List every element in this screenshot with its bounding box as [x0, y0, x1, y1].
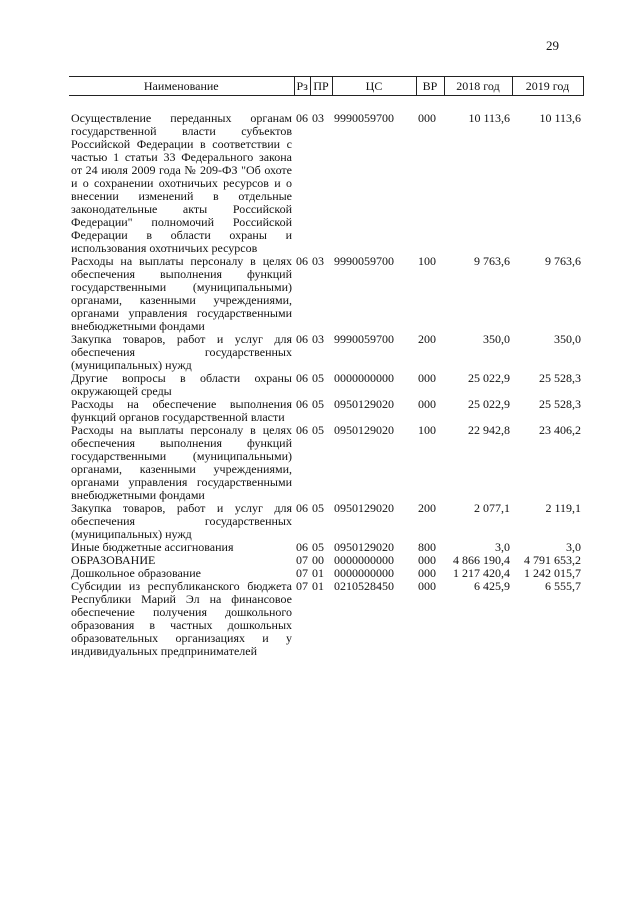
cell-pr: 05 [312, 501, 324, 515]
cell-2018: 6 425,9 [474, 579, 510, 593]
table-header-row [69, 77, 583, 96]
header-pr: ПР [310, 77, 332, 96]
cell-2019: 23 406,2 [539, 423, 581, 437]
cell-2018: 350,0 [483, 332, 510, 346]
table-row [69, 372, 583, 398]
header-2018: 2018 год [444, 77, 512, 96]
cell-2019: 10 113,6 [539, 111, 581, 125]
cell-rz: 06 [296, 423, 308, 437]
cell-vr: 200 [418, 332, 436, 346]
cell-rz: 06 [296, 540, 308, 554]
cell-rz: 06 [296, 397, 308, 411]
cell-pr: 03 [312, 332, 324, 346]
cell-2019: 9 763,6 [545, 254, 581, 268]
cell-vr: 000 [418, 397, 436, 411]
cell-2018: 10 113,6 [468, 111, 510, 125]
cell-cs: 0950129020 [334, 501, 394, 515]
cell-2018: 9 763,6 [474, 254, 510, 268]
cell-name: Закупка товаров, работ и услуг для обеспечения государственных (муниципальных) нужд [71, 332, 292, 372]
cell-rz: 06 [296, 332, 308, 346]
table-row [69, 424, 583, 502]
cell-2018: 1 217 420,4 [453, 566, 510, 580]
cell-rz: 06 [296, 501, 308, 515]
cell-name: ОБРАЗОВАНИЕ [71, 553, 156, 567]
cell-name: Иные бюджетные ассигнования [71, 540, 234, 554]
cell-cs: 0950129020 [334, 540, 394, 554]
cell-name: Осуществление переданных органам государственной власти субъектов Российской Федерации в соответствии с частью 1 статьи 33 Федерального закона от 24 июля 2009 года № 209-ФЗ "Об охоте и о сохранении охотничьих ресурсов и о внесении изменений в отдельные законодательные акты Российской Федерации" полномочий Российской Федерации в области охраны и использования охотничьих ресурсов [71, 111, 292, 255]
cell-vr: 000 [418, 111, 436, 125]
cell-rz: 06 [296, 111, 308, 125]
cell-cs: 9990059700 [334, 332, 394, 346]
cell-pr: 05 [312, 423, 324, 437]
cell-rz: 07 [296, 566, 308, 580]
cell-2018: 22 942,8 [468, 423, 510, 437]
cell-pr: 05 [312, 371, 324, 385]
table-row [69, 580, 583, 658]
cell-rz: 07 [296, 553, 308, 567]
cell-name: Расходы на выплаты персоналу в целях обеспечения выполнения функций государственными (муниципальными) органами, казенными учреждениями, органами управления государственными внебюджетными фондами [71, 423, 292, 502]
cell-name: Дошкольное образование [71, 566, 201, 580]
cell-name: Расходы на выплаты персоналу в целях обеспечения выполнения функций государственными (муниципальными) органами, казенными учреждениями, органами управления государственными внебюджетными фондами [71, 254, 292, 333]
header-rz: Рз [294, 77, 310, 96]
table-row [69, 255, 583, 333]
cell-vr: 800 [418, 540, 436, 554]
cell-vr: 100 [418, 423, 436, 437]
cell-pr: 03 [312, 111, 324, 125]
table-row [69, 398, 583, 424]
cell-2019: 25 528,3 [539, 371, 581, 385]
header-2019: 2019 год [512, 77, 583, 96]
cell-rz: 07 [296, 579, 308, 593]
cell-2019: 4 791 653,2 [524, 553, 581, 567]
cell-rz: 06 [296, 254, 308, 268]
cell-cs: 0950129020 [334, 423, 394, 437]
table-row [69, 96, 583, 256]
cell-2018: 25 022,9 [468, 397, 510, 411]
cell-pr: 00 [312, 553, 324, 567]
page-number: 29 [546, 38, 559, 53]
cell-vr: 000 [418, 566, 436, 580]
cell-2019: 2 119,1 [545, 501, 581, 515]
header-vr: ВР [416, 77, 444, 96]
cell-cs: 9990059700 [334, 254, 394, 268]
cell-pr: 05 [312, 540, 324, 554]
header-name: Наименование [69, 77, 294, 96]
cell-cs: 9990059700 [334, 111, 394, 125]
cell-name: Субсидии из республиканского бюджета Республики Марий Эл на финансовое обеспечение получения дошкольного образования в частных дошкольных образовательных организациях и у индивидуальных предпринимателей [71, 579, 292, 658]
cell-vr: 000 [418, 553, 436, 567]
cell-pr: 05 [312, 397, 324, 411]
cell-2018: 2 077,1 [474, 501, 510, 515]
cell-vr: 000 [418, 579, 436, 593]
cell-vr: 100 [418, 254, 436, 268]
cell-2019: 1 242 015,7 [524, 566, 581, 580]
cell-2018: 25 022,9 [468, 371, 510, 385]
budget-table [69, 76, 584, 658]
cell-pr: 01 [312, 566, 324, 580]
header-cs: ЦС [332, 77, 416, 96]
table-row [69, 333, 583, 372]
cell-vr: 200 [418, 501, 436, 515]
cell-2018: 3,0 [495, 540, 510, 554]
cell-cs: 0950129020 [334, 397, 394, 411]
cell-2018: 4 866 190,4 [453, 553, 510, 567]
cell-cs: 0000000000 [334, 566, 394, 580]
cell-pr: 01 [312, 579, 324, 593]
cell-cs: 0000000000 [334, 553, 394, 567]
cell-pr: 03 [312, 254, 324, 268]
table-row [69, 502, 583, 541]
cell-2019: 350,0 [554, 332, 581, 346]
cell-name: Расходы на обеспечение выполнения функций органов государственной власти [71, 397, 292, 424]
cell-2019: 6 555,7 [545, 579, 581, 593]
cell-2019: 3,0 [566, 540, 581, 554]
cell-cs: 0210528450 [334, 579, 394, 593]
cell-name: Закупка товаров, работ и услуг для обеспечения государственных (муниципальных) нужд [71, 501, 292, 541]
cell-vr: 000 [418, 371, 436, 385]
cell-rz: 06 [296, 371, 308, 385]
cell-cs: 0000000000 [334, 371, 394, 385]
cell-name: Другие вопросы в области охраны окружающей среды [71, 371, 292, 398]
cell-2019: 25 528,3 [539, 397, 581, 411]
